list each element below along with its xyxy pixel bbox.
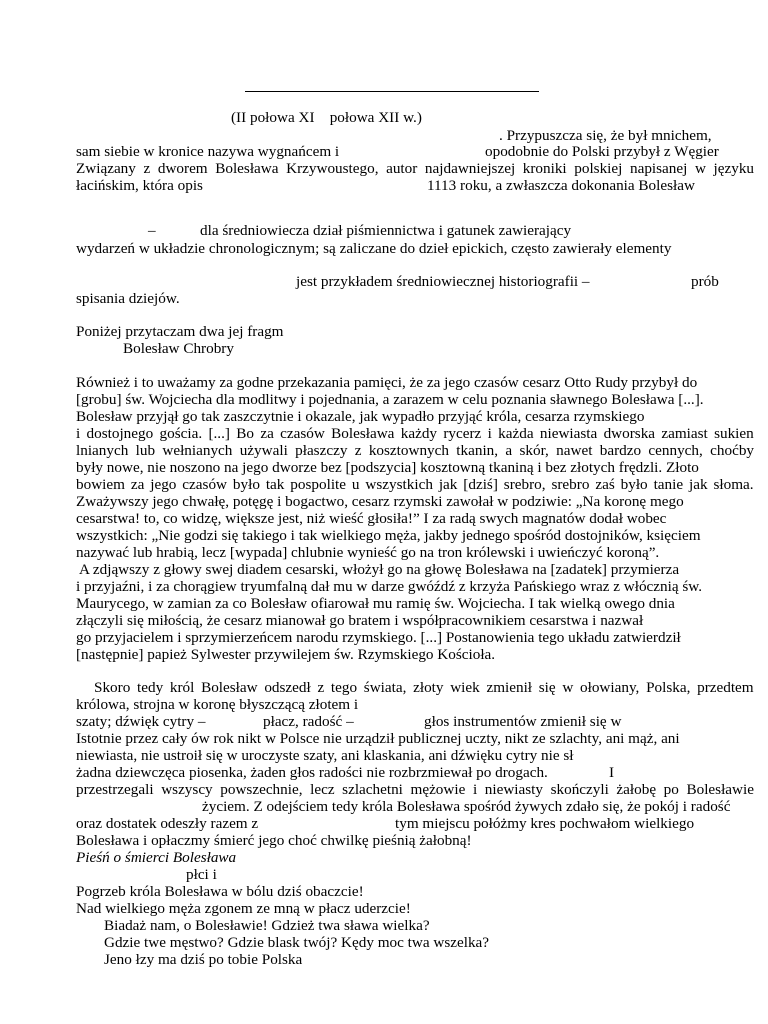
definition-line: jest przykładem średniowiecznej historiografii – [296, 273, 590, 290]
fragment-intro-line: Poniżej przytaczam dwa jej fragm [76, 323, 284, 340]
song-line: Biadaż nam, o Bolesławie! Gdzież twa sława wielka? [104, 917, 430, 934]
period-line: (II połowa XI połowa XII w.) [231, 109, 422, 126]
definition-line: dla średniowiecza dział piśmiennictwa i gatunek zawierający [200, 222, 572, 239]
song-line: Gdzie twe męstwo? Gdzie blask twój? Kędy moc twa wszelka? [104, 934, 490, 951]
fragment1-line: A zdjąwszy z głowy swej diadem cesarski, włożył go na głowę Bolesława na [zadatek] przymierza [76, 561, 680, 578]
fragment1-line: [grobu] św. Wojciecha dla modlitwy i pojednania, a zarazem w celu poznania sławnego Bolesława [...]. [76, 391, 704, 408]
song-line: Pogrzeb króla Bolesława w bólu dziś obaczcie! [76, 883, 364, 900]
fragment1-line: były nowe, nie noszono na jego dworze bez [podszycia] kosztowną tkaniną i bez złotych frędzli. Złoto [76, 459, 699, 476]
fragment2-line: tym miejscu połóżmy kres pochwałom wielkiego [395, 815, 695, 832]
song-line: Nad wielkiego męża zgonem ze mną w płacz uderzcie! [76, 900, 411, 917]
intro-line: Związany z dworem Bolesława Krzywoustego, autor najdawniejszej kroniki polskiej napisanej w języku [76, 160, 755, 177]
fragment2-line: królowa, strojna w koronę błyszczącą złotem i [76, 696, 359, 713]
fragment1-line: [następnie] papież Sylwester przywilejem św. Rzymskiego Kościoła. [76, 646, 496, 663]
fragment1-line: Maurycego, w zamian za co Bolesław ofiarował mu ramię św. Wojciecha. I tak wielką owego dnia [76, 595, 675, 612]
fragment2-line: przestrzegali wszyscy powszechnie, lecz szlachetni mężowie i niewiasty skończyli żałobę po Bolesławie [76, 781, 754, 798]
fragment1-line: bowiem za jego czasów było tak pospolite u wszystkich jak [dziś] srebro, srebro zaś było tanie jak słoma. [76, 476, 754, 493]
fragment2-line: oraz dostatek odeszły razem z [76, 815, 259, 832]
fragment2-line: Bolesława i opłaczmy śmierć jego choć chwilkę pieśnią żałobną! [76, 832, 472, 849]
fragment1-line: Zważywszy jego chwałę, potęgę i bogactwo, cesarz rzymski zawołał w podziwie: „Na koronę mego [76, 493, 684, 510]
fragment1-line: Bolesław przyjął go tak zaszczytnie i okazale, jak wypadło przyjąć króla, cesarza rzymskiego [76, 408, 645, 425]
song-title: Pieśń o śmierci Bolesława [76, 849, 237, 866]
intro-line: łacińskim, która opis [76, 177, 203, 194]
fragment1-line: złączyli się miłością, że cesarz mianował go bratem i współpracownikiem cesarstwa i nazwał [76, 612, 644, 629]
fragment2-line: życiem. Z odejściem tedy króla Bolesława spośród żywych zdało się, że pokój i radość [202, 798, 731, 815]
fragment2-line: I [609, 764, 615, 781]
fragment-heading: Bolesław Chrobry [123, 340, 234, 357]
fragment2-line: głos instrumentów zmienił się w [424, 713, 622, 730]
title-rule [245, 91, 539, 92]
fragment1-line: lnianych lub wełnianych używali płaszczy z kosztownych tkanin, a skór, nawet bardzo cennych, choćby [76, 442, 755, 459]
definition-line: spisania dziejów. [76, 290, 180, 307]
fragment1-line: Również i to uważamy za godne przekazania pamięci, że za jego czasów cesarz Otto Rudy przybył do [76, 374, 698, 391]
fragment1-line: nazywać lub hrabią, lecz [wypada] chlubnie wynieść go na tron królewski i uwieńczyć koroną”. [76, 544, 660, 561]
fragment1-line: cesarstwa! to, co widzę, większe jest, niż wieść głosiła!” I za radą swych magnatów dodał wobec [76, 510, 667, 527]
definition-line: – [148, 222, 156, 239]
fragment2-line: Istotnie przez cały ów rok nikt w Polsce nie urządził publicznej uczty, nikt ze szlachty, ani mąż, ani [76, 730, 680, 747]
intro-line: sam siebie w kronice nazywa wygnańcem i [76, 143, 340, 160]
fragment1-line: wszystkich: „Nie godzi się takiego i tak wielkiego męża, jakby jednego spośród dostojników, księciem [76, 527, 701, 544]
definition-line: prób [691, 273, 719, 290]
fragment1-line: go przyjacielem i sprzymierzeńcem narodu rzymskiego. [...] Postanowienia tego układu zatwierdził [76, 629, 681, 646]
song-line: płci i [186, 866, 217, 883]
fragment1-line: i dostojnego gościa. [...] Bo za czasów Bolesława każdy rycerz i każda niewiasta dworska zamiast sukien [76, 425, 754, 442]
fragment2-line: Skoro tedy król Bolesław odszedł z tego świata, złoty wiek zmienił się w ołowiany, Polska, przedtem [94, 679, 754, 696]
intro-line: . Przypuszcza się, że był mnichem, [499, 127, 712, 144]
fragment1-line: i przyjaźni, i za chorągiew tryumfalną dał mu w darze gwóźdź z krzyża Pańskiego wraz z włócznią św. [76, 578, 703, 595]
intro-line: opodobnie do Polski przybył z Węgier [485, 143, 719, 160]
fragment2-line: płacz, radość – [263, 713, 354, 730]
fragment2-line: żadna dziewczęca piosenka, żaden głos radości nie rozbrzmiewał po drogach. [76, 764, 548, 781]
song-line: Jeno łzy ma dziś po tobie Polska [104, 951, 303, 968]
definition-line: wydarzeń w układzie chronologicznym; są zaliczane do dzieł epickich, często zawierały elementy [76, 240, 672, 257]
intro-line: 1113 roku, a zwłaszcza dokonania Bolesław [427, 177, 695, 194]
fragment2-line: niewiasta, nie ustroił się w uroczyste szaty, ani klaskania, ani dźwięku cytry nie sł [76, 747, 574, 764]
fragment2-line: szaty; dźwięk cytry – [76, 713, 206, 730]
